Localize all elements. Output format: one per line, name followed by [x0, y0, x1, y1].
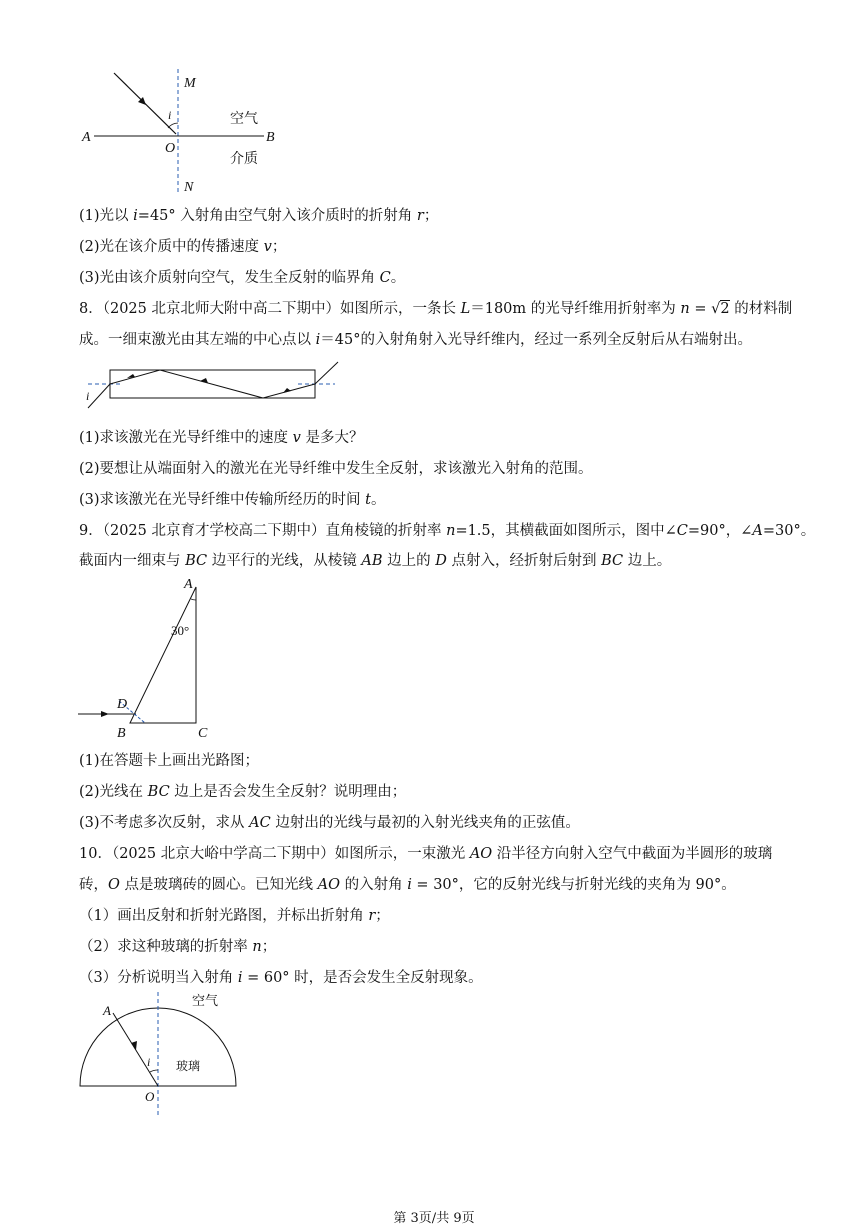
label-a: A: [82, 130, 91, 145]
label-angle: 30°: [171, 623, 190, 638]
label-i: i: [147, 1055, 151, 1069]
incident-ray: [88, 384, 110, 408]
label-m: M: [184, 76, 196, 91]
q8-sub1: (1)求该激光在光导纤维中的速度 v 是多大？: [79, 430, 364, 446]
label-o: O: [165, 141, 176, 156]
label-glass: 玻璃: [176, 1059, 201, 1073]
label-medium: 介质: [230, 152, 258, 167]
page-footer: 第 3页/共 9页: [393, 1211, 475, 1226]
label-o: O: [145, 1089, 155, 1104]
q10-sub1: （1）画出反射和折射光路图，并标出折射角 r；: [79, 908, 390, 924]
label-c: C: [198, 726, 208, 740]
q8-sub2: (2)要想让从端面射入的激光在光导纤维中发生全反射，求该激光入射角的范围。: [79, 461, 593, 477]
angle-arc-30: [191, 599, 196, 600]
q10-stem-line2: 砖，O 点是玻璃砖的圆心。已知光线 AO 的入射角 i = 30°，它的反射光线与折射光线的夹角为 90°。: [79, 877, 736, 893]
q7-sub3: (3)光由该介质射向空气，发生全反射的临界角 C。: [79, 270, 406, 286]
angle-arc-i: [150, 1070, 158, 1072]
figure-right-prism: [75, 575, 225, 740]
q9-sub2: (2)光线在 BC 边上是否会发生全反射？说明理由；: [79, 784, 407, 800]
label-i: i: [86, 389, 90, 403]
semicircle-glass: [80, 1008, 236, 1086]
q8-stem-line2: 成。一细束激光由其左端的中心点以 i＝45°的入射角射入光导纤维内，经过一系列全反射后从右端射出。: [79, 332, 752, 348]
ray-arrow-icon: [101, 711, 109, 717]
sqrt-symbol: √: [711, 301, 721, 317]
q9-stem-line1: 9．（2025 北京育才学校高二下期中）直角棱镜的折射率 n=1.5，其横截面如图所示，图中∠C=90°，∠A=30°。: [79, 523, 816, 539]
prism-triangle: [130, 587, 196, 723]
label-b: B: [266, 130, 275, 145]
zigzag-path: [110, 370, 315, 398]
label-b: B: [117, 726, 126, 740]
label-a: A: [184, 577, 193, 592]
ray-arrow-icon: [283, 388, 291, 393]
label-n: N: [184, 180, 194, 195]
q9-sub1: (1)在答题卡上画出光路图；: [79, 753, 260, 769]
q10-stem-line1: 10．（2025 北京大峪中学高二下期中）如图所示，一束激光 AO 沿半径方向射入空气中截面为半圆形的玻璃: [79, 846, 773, 862]
q7-sub1: (1)光以 i=45° 入射角由空气射入该介质时的折射角 r；: [79, 208, 439, 224]
figure-optical-fiber: [80, 358, 345, 418]
figure-semicircle-glass: [75, 988, 250, 1123]
label-air: 空气: [192, 993, 219, 1008]
label-a: A: [103, 1003, 111, 1018]
q8-sub3: (3)求该激光在光导纤维中传输所经历的时间 t。: [79, 492, 386, 508]
q8-stem-line1: 8．（2025 北京北师大附中高二下期中）如图所示，一条长 L＝180m 的光导纤维用折射率为 n = √2 的材料制: [79, 301, 793, 317]
incident-ray-ao: [113, 1013, 158, 1086]
q10-sub2: （2）求这种玻璃的折射率 n；: [79, 939, 277, 955]
ray-arrow-icon: [131, 1041, 137, 1050]
q9-sub3: (3)不考虑多次反射，求从 AC 边射出的光线与最初的入射光线夹角的正弦值。: [79, 815, 580, 831]
label-i: i: [168, 108, 172, 122]
exit-ray: [315, 362, 338, 384]
label-air: 空气: [230, 112, 258, 127]
label-d: D: [117, 697, 128, 712]
q10-sub3: （3）分析说明当入射角 i = 60° 时，是否会发生全反射现象。: [79, 970, 483, 986]
figure-refraction-interface: [80, 65, 280, 200]
q7-sub2: (2)光在该介质中的传播速度 v；: [79, 239, 287, 255]
q9-stem-line2: 截面内一细束与 BC 边平行的光线，从棱镜 AB 边上的 D 点射入，经折射后射到 BC 边上。: [79, 553, 672, 569]
